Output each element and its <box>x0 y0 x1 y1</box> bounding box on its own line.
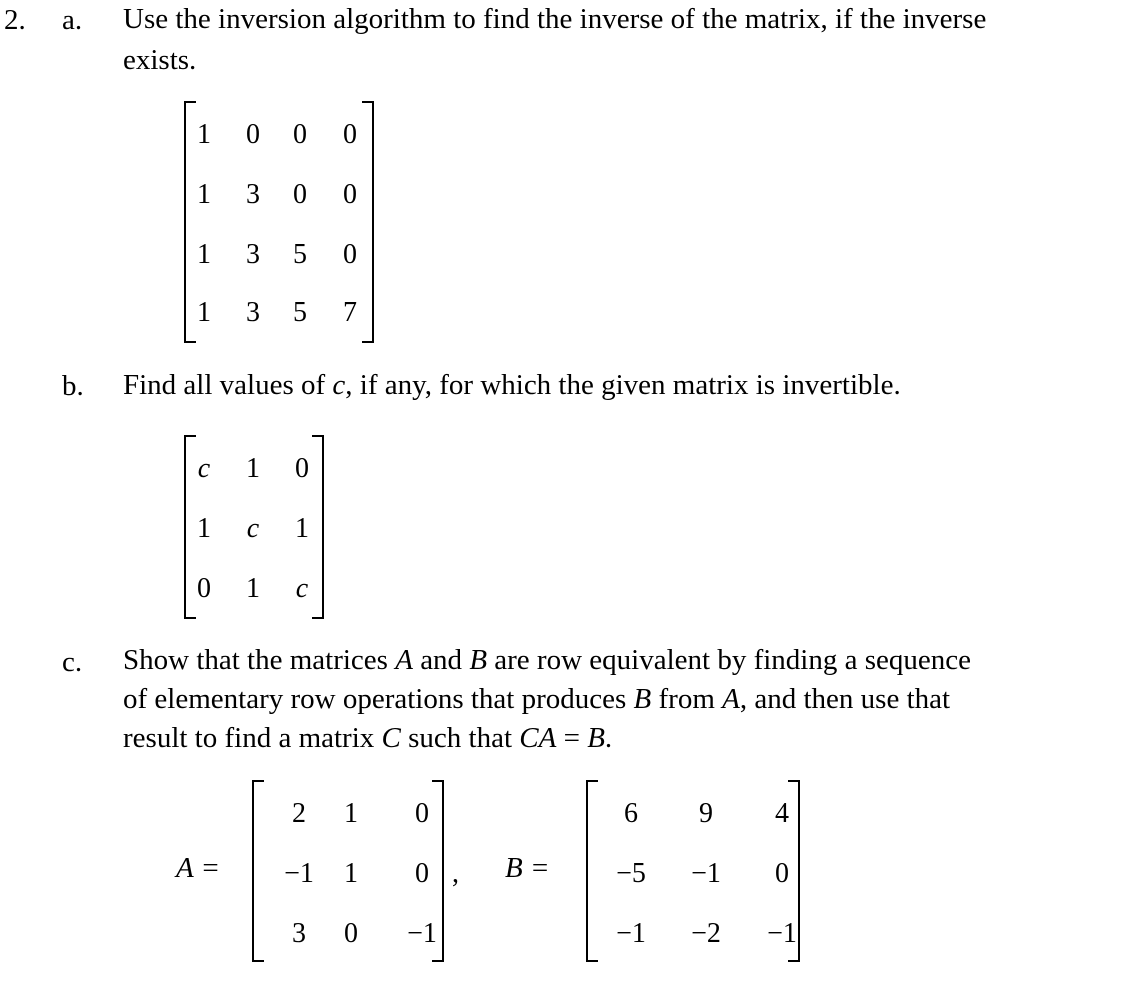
part-a-line1: Use the inversion algorithm to find the inverse of the matrix, if the inverse <box>123 3 987 35</box>
matrix-A <box>252 782 444 960</box>
matrix-cell: 1 <box>246 573 260 604</box>
A-equals-label <box>176 852 220 885</box>
matrix-cell: 5 <box>293 297 307 328</box>
matrix-cell: 1 <box>246 453 260 484</box>
matrix-cell: 1 <box>197 239 211 270</box>
part-b-text-pre: Find all values of <box>123 369 333 401</box>
part-b-label: b. <box>62 370 84 402</box>
matrix-cell: 1 <box>344 798 358 829</box>
var-B-3: B <box>587 722 605 754</box>
part-c-t6: , and then use that <box>739 683 951 715</box>
part-c-t1: Show that the matrices <box>123 644 396 676</box>
part-a-label: a. <box>62 4 83 36</box>
matrix-B <box>586 782 800 960</box>
matrix-cell: −1 <box>616 918 646 949</box>
matrix-cell: 5 <box>293 239 307 270</box>
part-c-line3 <box>123 719 612 757</box>
matrix-separator-comma: , <box>452 858 459 889</box>
matrix-cell: 1 <box>197 513 211 544</box>
part-c-line2 <box>123 680 950 718</box>
matrix-cell: c <box>295 573 309 604</box>
var-C: C <box>381 722 401 754</box>
matrix-cell: 7 <box>343 297 357 328</box>
part-c-t9: . <box>604 722 613 754</box>
matrix-cell: 0 <box>293 119 307 150</box>
matrix-cell: −2 <box>691 918 721 949</box>
part-b-text-post: , if any, for which the given matrix is invertible. <box>345 369 901 401</box>
matrix-cell: 1 <box>197 119 211 150</box>
matrix-cell: 0 <box>343 239 357 270</box>
matrix-cell: 1 <box>197 297 211 328</box>
var-A-2: A <box>722 683 740 715</box>
matrix-cell: 3 <box>292 918 306 949</box>
matrix-cell: 1 <box>295 513 309 544</box>
part-c-t3: are row equivalent by finding a sequence <box>487 644 971 676</box>
B-equals-text: B = <box>505 852 550 884</box>
matrix-cell: 1 <box>344 858 358 889</box>
matrix-cell: 0 <box>293 179 307 210</box>
matrix-part-a <box>184 103 374 341</box>
matrix-cell: 0 <box>415 858 429 889</box>
var-B: B <box>469 644 488 676</box>
matrix-cell: 0 <box>415 798 429 829</box>
matrix-cell: 3 <box>246 239 260 270</box>
matrix-left-bracket <box>586 780 598 962</box>
var-B-2: B <box>633 683 652 715</box>
matrix-cell: 2 <box>292 798 306 829</box>
matrix-cell: 0 <box>775 858 789 889</box>
matrix-cell: 6 <box>624 798 638 829</box>
part-c-t2: and <box>412 644 470 676</box>
matrix-cell: 3 <box>246 297 260 328</box>
matrix-cell: −1 <box>767 918 797 949</box>
matrix-cell: −1 <box>691 858 721 889</box>
matrix-part-b <box>184 437 324 617</box>
part-c-line1 <box>123 641 971 679</box>
A-equals-text: A = <box>176 852 221 884</box>
matrix-cell: 3 <box>246 179 260 210</box>
part-c-t4: of elementary row operations that produces <box>123 683 634 715</box>
problem-number: 2. <box>4 4 26 36</box>
part-c-t8: such that <box>400 722 520 754</box>
matrix-cell: −1 <box>284 858 314 889</box>
matrix-cell: 0 <box>246 119 260 150</box>
matrix-left-bracket <box>252 780 264 962</box>
part-c-eq: = <box>556 722 588 754</box>
part-c-t5: from <box>651 683 723 715</box>
matrix-cell: 0 <box>197 573 211 604</box>
matrix-cell: 0 <box>343 119 357 150</box>
matrix-cell: 0 <box>344 918 358 949</box>
part-a-line2: exists. <box>123 44 197 76</box>
var-c: c <box>332 369 346 401</box>
matrix-cell: 1 <box>197 179 211 210</box>
part-c-label: c. <box>62 646 83 678</box>
matrix-cell: 0 <box>295 453 309 484</box>
matrix-cell: c <box>246 513 260 544</box>
part-c-t7: result to find a matrix <box>123 722 382 754</box>
expr-CA: CA <box>519 722 557 754</box>
part-b-line1 <box>123 366 901 404</box>
matrix-cell: −1 <box>407 918 437 949</box>
matrix-cell: 9 <box>699 798 713 829</box>
matrix-cell: 0 <box>343 179 357 210</box>
matrix-cell: c <box>197 453 211 484</box>
matrix-cell: 4 <box>775 798 789 829</box>
var-A: A <box>395 644 413 676</box>
B-equals-label <box>505 852 550 885</box>
matrix-cell: −5 <box>616 858 646 889</box>
